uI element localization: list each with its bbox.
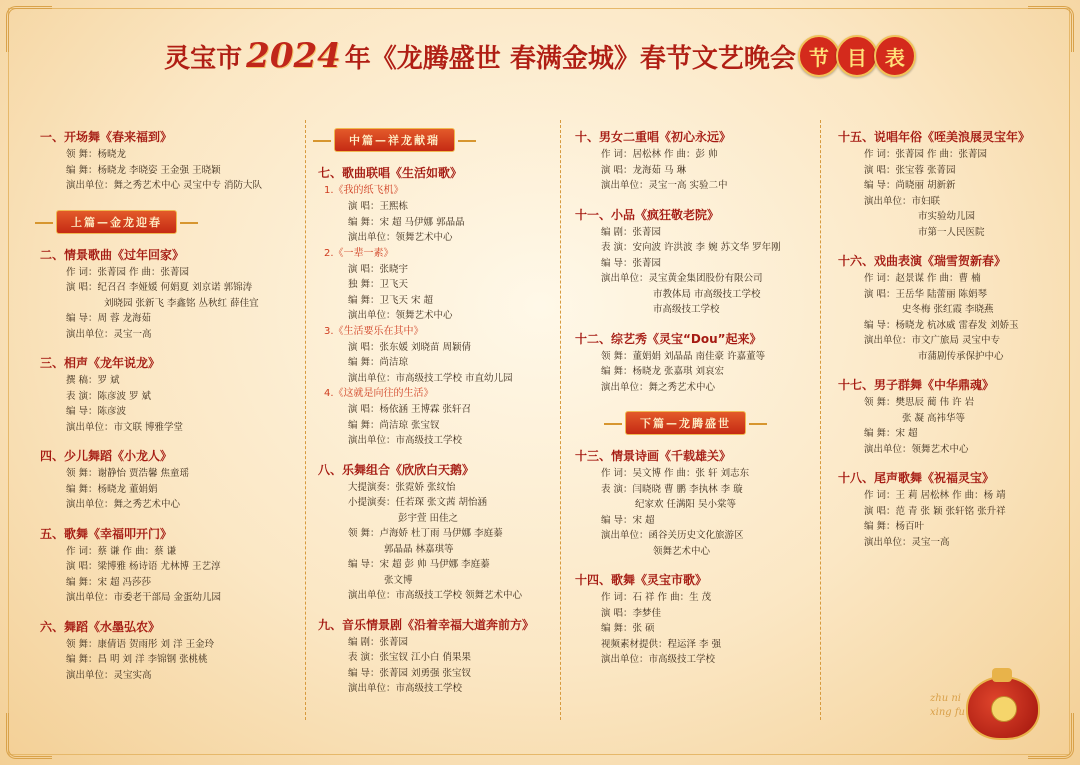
program-title: 十二、综艺秀《灵宝“Dou”起来》 [575,331,762,346]
song-title: 3.《生活要乐在其中》 [324,325,424,337]
credit-line: 张文博 [384,574,413,586]
credit-line: 作 词：张菁园 作 曲：张菁园 [864,149,988,160]
credit-line: 演出单位：市高级技工学校 领舞艺术中心 [348,590,523,601]
song-title: 1.《我的纸飞机》 [324,185,404,196]
credit-line: 编 舞：杨晓龙 张嘉琪 刘哀宏 [601,366,725,377]
credit-line: 市教体局 市高级技工学校 [653,288,761,300]
credit-line: 演 唱：王岳华 陆蕾丽 陈娟琴 [864,288,988,300]
credit-line: 演出单位：舞之秀艺术中心 灵宝中专 消防大队 [66,180,263,191]
credit-line: 演出单位：函谷关历史文化旅游区 [601,530,744,541]
program-title: 三、相声《龙年说龙》 [40,356,161,370]
credit-line: 表 演：安向波 许洪波 李 婉 苏文华 罗年刚 [601,242,781,253]
credit-line: 演 唱：梁博雅 杨诗语 尤林博 王艺淳 [66,561,221,572]
credit-line: 作 词：吴文博 作 曲：张 轩 刘志东 [601,468,750,479]
column-divider [560,120,561,720]
program-title: 九、音乐情景剧《沿着幸福大道奔前方》 [318,617,535,632]
program-column-4 [838,128,1070,562]
column-divider [820,120,821,720]
coin-icon [991,696,1017,722]
credit-line: 演出单位：舞之秀艺术中心 [601,381,716,393]
credit-line: 演 唱：范 青 张 颖 张轩铭 张升祥 [864,505,1006,517]
credit-line: 刘晓园 张新飞 李鑫铭 丛秋红 薛佳宜 [104,297,259,309]
program-item [318,164,558,449]
credit-line: 作 词：张菁园 作 曲：张菁园 [66,266,190,278]
program-item [575,447,817,559]
credit-line: 演 唱：龙海茹 马 琳 [601,164,687,176]
section-banner: 上篇—金龙迎春 [56,210,177,234]
credit-line: 编 舞：宋 超 冯莎莎 [66,576,152,588]
program-item [40,618,302,684]
program-column-2 [318,128,558,709]
credit-line: 演 唱：李梦佳 [601,607,662,619]
credit-line: 领 舞：樊思辰 蔺 伟 许 岩 [864,397,975,408]
program-title: 十、男女二重唱《初心永远》 [575,130,732,144]
credit-line: 演出单位：市文联 博雅学堂 [66,421,184,433]
credit-line: 彭宇萱 田佳之 [398,512,459,524]
credit-line: 郭晶晶 林嘉琪等 [384,543,454,555]
credit-line: 编 导：张菁园 刘勇强 张宝钗 [348,667,472,679]
badge-char: 目 [836,35,878,77]
credit-line: 撰 稿：罗 斌 [66,375,120,386]
program-item [40,525,302,606]
credit-line: 视频素材提供：程运泽 李 强 [601,638,722,650]
credit-line: 演出单位：灵宝一高 [66,328,152,340]
program-title: 十六、戏曲表演《瑞雪贺新春》 [838,254,1007,268]
credit-line: 作 词：石 祥 作 曲：生 茂 [601,592,712,603]
section-banner: 中篇—祥龙献瑞 [334,128,455,152]
program-item [40,447,302,513]
program-title: 十四、歌舞《灵宝市歌》 [575,573,708,587]
credit-line: 领 舞：谢静怡 贾浩馨 焦童瑶 [66,468,190,479]
credit-line: 领舞艺术中心 [653,545,711,557]
script-line: xing fu [930,707,965,718]
script-line: zhu ni [930,693,961,704]
credit-line: 编 剧：张菁园 [348,636,409,648]
program-item [838,376,1070,457]
program-item [40,128,302,194]
badge-char: 节 [798,35,840,77]
program-title: 四、少儿舞蹈《小龙人》 [40,449,173,463]
credit-line: 市实验幼儿园 [918,211,976,222]
credit-line: 编 导：杨晓龙 杭冰威 雷春发 刘娇玉 [864,319,1019,331]
column-divider [305,120,306,720]
credit-line: 领 舞：董娟娟 刘晶晶 南佳豪 许嘉董等 [601,350,766,362]
credit-line: 作 词：王 莉 居松林 作 曲：杨 靖 [864,490,1006,501]
credit-line: 表 演：张宝钗 江小白 俏果果 [348,652,472,663]
program-title: 八、乐舞组合《欣欣白天鹅》 [318,462,475,477]
program-item [318,461,558,604]
program-item [838,128,1070,240]
program-title: 十一、小品《疯狂敬老院》 [575,207,720,222]
title-main: 年《龙腾盛世 春满金城》春节文艺晚会 [344,43,796,74]
program-title: 六、舞蹈《水墨弘农》 [40,619,161,634]
credit-line: 编 导：尚晓丽 胡新新 [864,180,956,191]
credit-line: 演出单位：市妇联 [864,195,941,207]
credit-line: 领 舞：杨晓龙 [66,149,127,160]
program-item [838,252,1070,364]
credit-line: 市第一人民医院 [918,226,985,238]
credit-line: 作 词：蔡 谦 作 曲：蔡 谦 [66,545,177,557]
program-title: 七、歌曲联唱《生活如歌》 [318,166,463,180]
program-item [575,330,817,396]
credit-line: 演出单位：灵宝一高 实验二中 [601,180,728,191]
credit-line: 编 导：张菁园 [601,257,662,269]
credit-line: 编 舞：尚洁琼 张宝钗 [348,419,440,431]
credit-line: 演出单位：灵宝一高 [864,536,950,548]
credit-line: 编 导：陈彦波 [66,406,127,417]
credit-line: 编 舞：杨晓龙 李晓姿 王金强 王晓颖 [66,164,221,176]
credit-line: 演出单位：领舞艺术中心 [348,310,453,321]
credit-line: 市蒲剧传承保护中心 [918,350,1004,362]
credit-line: 作 词：赵景谋 作 曲：曹 楠 [864,273,981,284]
credit-line: 演出单位：市委老干部局 金蛋幼儿园 [66,592,222,603]
credit-line: 领 舞：卢海娇 杜丁雨 马伊娜 李庭蓁 [348,528,503,539]
credit-line: 编 导：宋 超 [601,514,655,526]
credit-line: 演 唱：张晓宇 [348,263,409,275]
program-item [575,128,817,194]
credit-line: 编 舞：杨晓龙 董娟娟 [66,483,158,495]
program-item [575,206,817,318]
program-item [40,246,302,343]
section-banner: 下篇—龙腾盛世 [625,411,746,435]
credit-line: 演 唱：纪召召 李娅媛 何娟夏 刘京诺 郭锦涛 [66,282,253,293]
program-item [318,616,558,697]
program-item [40,354,302,435]
program-item [575,571,817,668]
credit-line: 小提演奏：任若琛 张文茜 胡怡涵 [348,497,488,508]
credit-line: 演 唱：王熙栋 [348,201,409,212]
credit-line: 作 词：居松林 作 曲：彭 帅 [601,149,718,160]
credit-line: 演出单位：领舞艺术中心 [348,232,453,243]
title-year: 2024 [246,36,341,76]
program-title: 十八、尾声歌舞《祝福灵宝》 [838,471,995,485]
credit-line: 演 唱：杨依涵 王博霖 张轩召 [348,404,472,415]
credit-line: 表 演：闫晓晓 曹 鹏 李执林 李 璇 [601,483,743,495]
credit-line: 演出单位：市高级技工学校 [348,435,463,446]
program-title: 十七、男子群舞《中华鼎魂》 [838,378,995,392]
title-city: 灵宝市 [164,43,243,74]
credit-line: 演出单位：舞之秀艺术中心 [66,499,181,510]
credit-line: 演出单位：灵宝实高 [66,669,152,681]
program-title: 十五、说唱年俗《咥美浪展灵宝年》 [838,130,1031,144]
song-title: 4.《这就是向往的生活》 [324,388,434,399]
program-column-3 [575,128,817,680]
credit-line: 演出单位：领舞艺术中心 [864,443,969,455]
credit-line: 演 唱：张东媛 刘晓苗 周颖倩 [348,341,472,353]
credit-line: 演出单位：市高级技工学校 [348,683,463,694]
program-item [838,469,1070,550]
credit-line: 演出单位：灵宝黄金集团股份有限公司 [601,273,763,284]
credit-line: 领 舞：康倩语 贺雨彤 刘 洋 王金玲 [66,638,215,650]
credit-line: 编 剧：张菁园 [601,226,662,238]
page-title [0,30,1080,82]
badge-char: 表 [874,35,916,77]
decorative-script [930,692,965,720]
corner-ornament [6,713,52,759]
credit-line: 张 凝 高祎华等 [902,412,966,424]
credit-line: 大提演奏：张霓娇 张纹怡 [348,481,456,493]
program-column-1 [40,128,302,695]
credit-line: 市高级技工学校 [653,304,720,315]
program-title: 十三、情景诗画《千载雄关》 [575,449,732,463]
credit-line: 编 舞：张 硕 [601,623,655,634]
program-title: 一、开场舞《春来福到》 [40,130,173,144]
credit-line: 演 唱：张宝蓉 张菁园 [864,164,956,176]
credit-line: 表 演：陈彦波 罗 斌 [66,390,152,402]
credit-line: 独 舞：卫飞天 [348,279,409,290]
credit-line: 史冬梅 张红霞 李晓燕 [902,304,994,315]
credit-line: 编 舞：宋 超 马伊娜 郭晶晶 [348,216,465,228]
program-title: 五、歌舞《幸福叩开门》 [40,526,173,541]
credit-line: 演出单位：市高级技工学校 [601,654,716,665]
song-title: 2.《一辈一素》 [324,247,394,259]
title-badge [802,35,916,77]
credit-line: 编 导：周 蓉 龙海茹 [66,313,152,324]
credit-line: 演出单位：市高级技工学校 市直幼儿园 [348,372,513,384]
credit-line: 编 舞：昌 明 刘 洋 李锦钢 张桃桃 [66,654,208,665]
credit-line: 纪家欢 任满阳 吴小棠等 [635,499,737,510]
credit-line: 编 导：宋 超 彭 帅 马伊娜 李庭蓁 [348,559,490,570]
credit-line: 编 舞：杨百叶 [864,521,925,532]
credit-line: 编 舞：卫飞天 宋 超 [348,294,434,306]
lucky-bag-icon [966,676,1040,740]
credit-line: 编 舞：宋 超 [864,428,918,439]
credit-line: 编 舞：尚洁琼 [348,357,409,368]
credit-line: 演出单位：市文广旅局 灵宝中专 [864,335,1001,346]
program-title: 二、情景歌曲《过年回家》 [40,247,185,262]
